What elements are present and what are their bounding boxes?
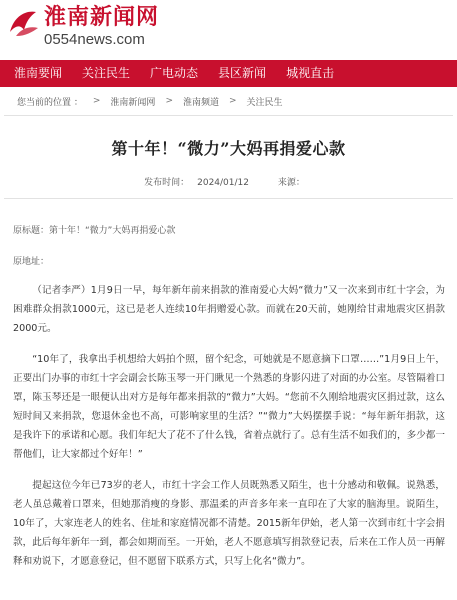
article-paragraph: （记者李严）1月9日一早，每年新年前来捐款的淮南爱心大妈“微力”又一次来到市红十字会，为困难群众捐款1000元，这已是老人连续10年捐赠爱心款。而就在20天前，她刚给甘肃地震灾区捐款2000元。 [13, 285, 445, 334]
breadcrumb-item-site[interactable]: 淮南新闻网 [110, 97, 156, 108]
orig-addr-label: 原地址： [13, 257, 50, 267]
published-label: 发布时间： [144, 178, 190, 188]
breadcrumb-sep: > [229, 96, 237, 106]
nav-item-huainan-news[interactable]: 淮南要闻 [14, 66, 63, 80]
nav-item-livelihood[interactable]: 关注民生 [82, 66, 131, 80]
article-body [0, 281, 457, 571]
main-nav [0, 60, 457, 87]
orig-title-value: 第十年！“微力”大妈再捐爱心款 [49, 226, 176, 236]
site-logo[interactable] [6, 6, 159, 47]
logo-en: 0554news.com [44, 31, 145, 48]
site-header [0, 0, 457, 60]
nav-item-city-video[interactable]: 城视直击 [286, 66, 335, 80]
article-paragraph: 提起这位今年已73岁的老人，市红十字会工作人员既熟悉又陌生，也十分感动和敬佩。说熟悉，老人虽总戴着口罩来，但她那消瘦的身影、那温柔的声音多年来一直印在了大家的脑海里。说陌生，10年了，大家连老人的姓名、住址和家庭情况都不清楚。2015新年伊始，老人第一次到市红十字会捐款，此后每年新年一到，都会如期而至。一开始，老人不愿意填写捐款登记表，后来在工作人员一再解释和劝说下，才愿意登记，但不愿留下联系方式，只写上化名“微力”。 [13, 480, 445, 567]
logo-cn: 淮南新闻网 [44, 4, 160, 30]
logo-icon [6, 6, 40, 40]
orig-title-label: 原标题： [13, 226, 50, 236]
breadcrumb-sep: > [165, 96, 173, 106]
article-title: 第十年！“微力”大妈再捐爱心款 [111, 139, 346, 158]
published-date: 2024/01/12 [197, 178, 249, 188]
breadcrumb-item-channel[interactable]: 淮南频道 [182, 97, 219, 108]
breadcrumb-item-section[interactable]: 关注民生 [246, 97, 283, 108]
nav-item-county-news[interactable]: 县区新闻 [218, 66, 267, 80]
divider [4, 198, 453, 199]
source-label: 来源： [277, 178, 305, 188]
breadcrumb-sep: > [92, 96, 101, 106]
original-title [0, 223, 457, 236]
breadcrumb [4, 87, 453, 116]
nav-item-broadcast[interactable]: 广电动态 [150, 66, 199, 80]
breadcrumb-prefix: 您当前的位置 ： [17, 97, 83, 108]
article-meta [0, 175, 457, 188]
article-paragraph: “10年了，我拿出手机想给大妈拍个照，留个纪念，可她就是不愿意摘下口罩……”1月9日上午，正要出门办事的市红十字会副会长陈玉琴一开门瞅见一个熟悉的身影闪进了对面的办公室。尽管隔着口罩，陈玉琴还是一眼便认出对方是每年都来捐款的“微力”大妈。“您前不久刚给地震灾区捐过款，这么短时间又来捐款，您退休金也不高，可影响家里的生活？”“微力”大妈摆摆手说：“每年新年捐款，这是我许下的承诺和心愿。我们年纪大了花不了什么钱，省着点就行了。总有生活不如我们的，多少都一帮他们，让大家都过个好年！” [13, 354, 445, 460]
original-address [0, 254, 457, 267]
